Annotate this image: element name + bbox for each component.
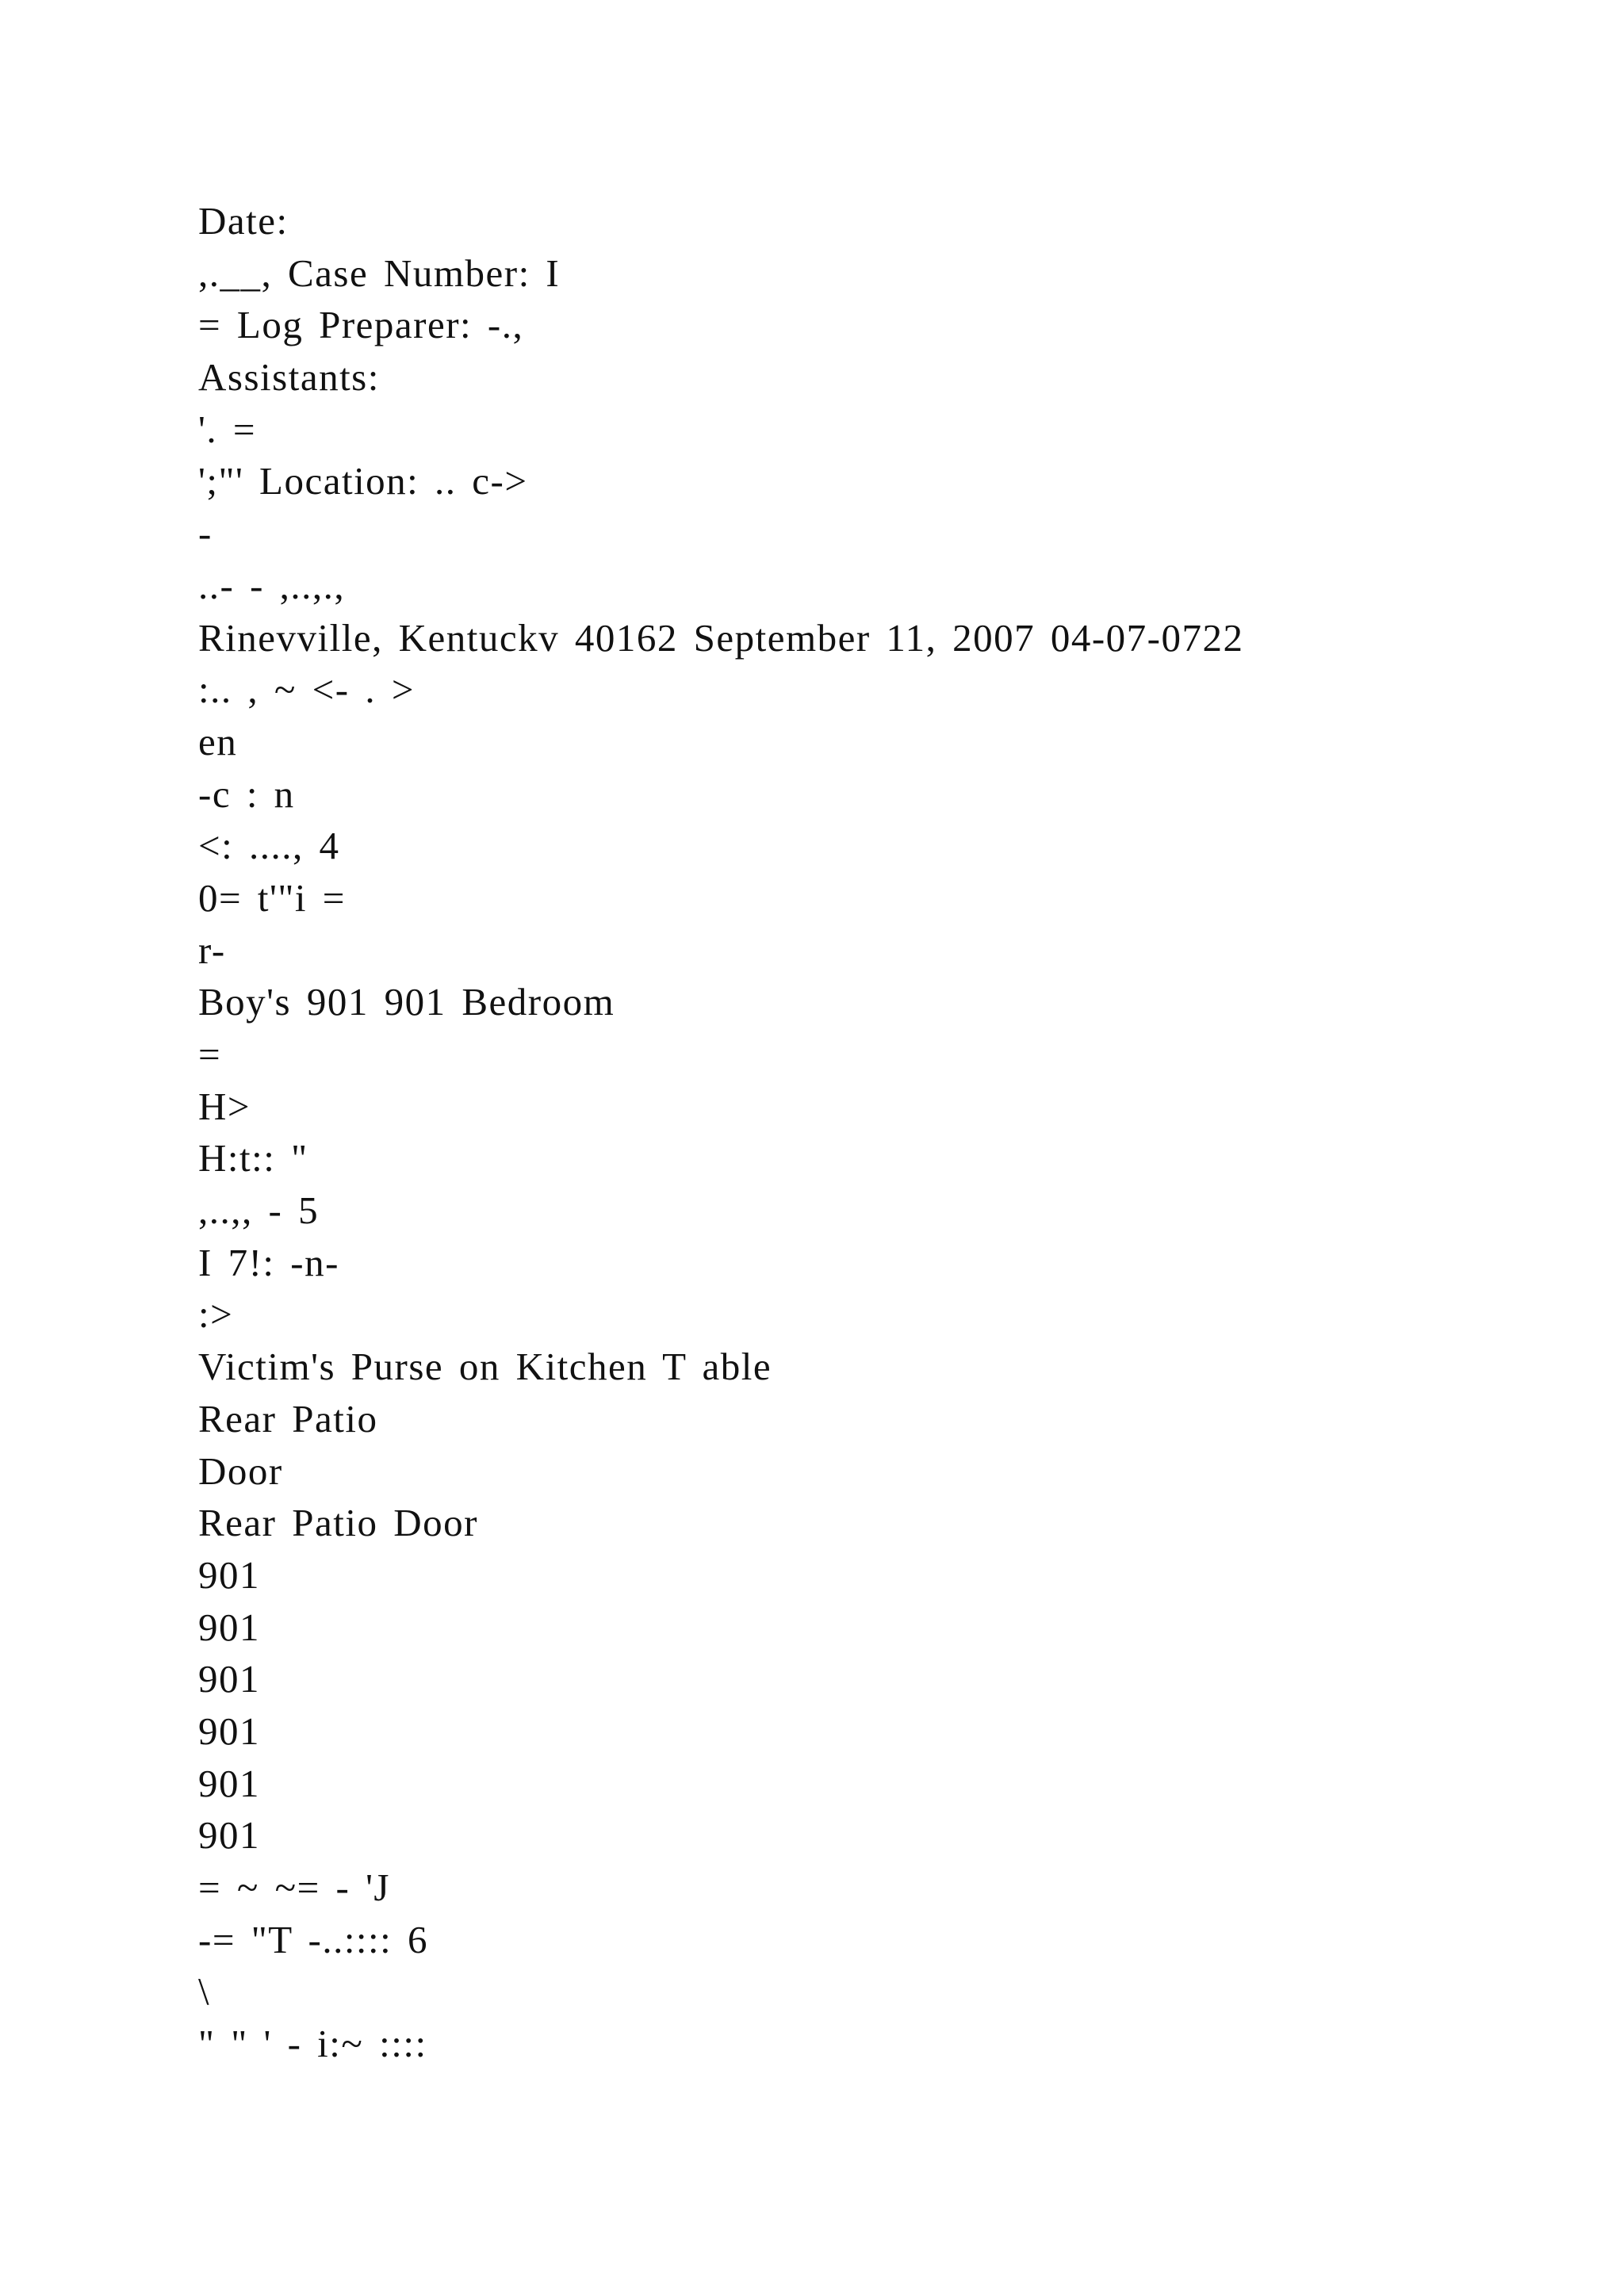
text-line-date-label: Date: bbox=[198, 199, 289, 243]
text-line: ,..,, - 5 bbox=[198, 1188, 320, 1233]
text-line: \ bbox=[198, 1969, 211, 2014]
text-line-boys-bedroom: Boy's 901 901 Bedroom bbox=[198, 980, 615, 1024]
text-line-location-date-case: Rinevville, Kentuckv 40162 September 11, 2007 04-07-0722 bbox=[198, 615, 1244, 660]
text-line-case-number-label: ,.__, Case Number: I bbox=[198, 251, 561, 295]
text-line-location-label: ';"' Location: .. c-> bbox=[198, 459, 528, 503]
text-line: :.. , ~ <- . > bbox=[198, 668, 415, 712]
text-line: r- bbox=[198, 928, 226, 972]
text-line: " " ' - i:~ :::: bbox=[198, 2022, 427, 2066]
text-line: 0= t'"i = bbox=[198, 875, 346, 920]
text-line: I 7!: -n- bbox=[198, 1240, 339, 1284]
text-line: -= "T -..:::: 6 bbox=[198, 1917, 429, 1961]
text-line: ..- - ,..,., bbox=[198, 563, 346, 607]
text-line-evidence-code: 901 bbox=[198, 1761, 260, 1805]
text-line-evidence-code: 901 bbox=[198, 1552, 260, 1597]
text-line: H> bbox=[198, 1084, 251, 1128]
text-line-evidence-code: 901 bbox=[198, 1813, 260, 1858]
text-line: = bbox=[198, 1032, 222, 1076]
text-line-rear-patio-door: Rear Patio Door bbox=[198, 1501, 478, 1545]
text-line: - bbox=[198, 511, 213, 556]
text-line: H:t:: " bbox=[198, 1136, 308, 1181]
text-line-log-preparer-label: = Log Preparer: -., bbox=[198, 303, 524, 347]
text-line: :> bbox=[198, 1292, 234, 1337]
text-line-evidence-code: 901 bbox=[198, 1657, 260, 1701]
text-line: '. = bbox=[198, 407, 256, 451]
ocr-text-block bbox=[198, 195, 1244, 2070]
text-line-door: Door bbox=[198, 1448, 283, 1493]
text-line-rear-patio: Rear Patio bbox=[198, 1396, 378, 1441]
text-line: <: ...., 4 bbox=[198, 824, 340, 868]
text-line: -c : n bbox=[198, 771, 295, 816]
text-line-evidence-code: 901 bbox=[198, 1605, 260, 1649]
text-line-assistants-label: Assistants: bbox=[198, 355, 380, 400]
text-line: en bbox=[198, 719, 238, 763]
text-line: = ~ ~= - 'J bbox=[198, 1866, 391, 1909]
text-line-evidence-code: 901 bbox=[198, 1709, 260, 1753]
text-line-victims-purse: Victim's Purse on Kitchen T able bbox=[198, 1345, 772, 1389]
